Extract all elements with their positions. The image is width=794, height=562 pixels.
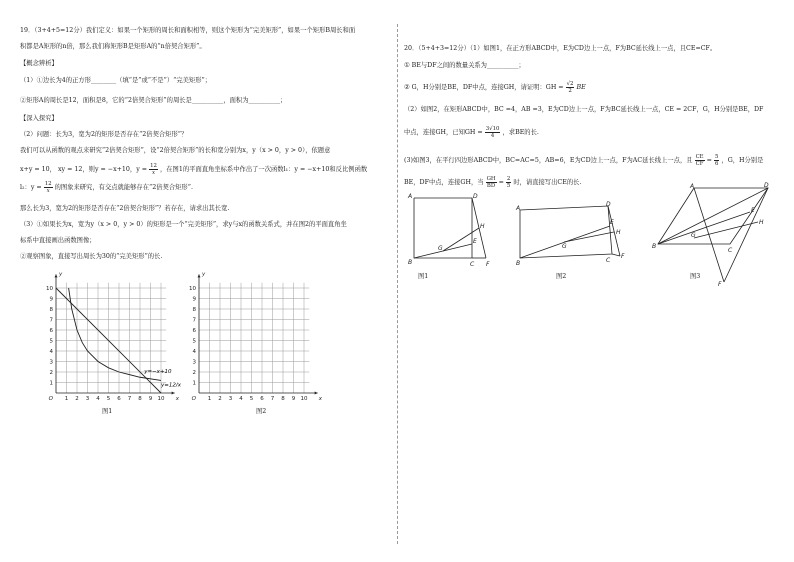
q19-part3-1-cont: 标系中直接画出函数图像； [20,237,96,244]
q19-frac-12-over-x: $\frac{12}{x}$ [150,163,157,176]
y-tick-label: 8 [49,307,53,313]
q19-part1-2: ②矩形A的周长是12，面积是8，它的“2倍契合矩形”的周长是__________，面积为__________； [20,97,287,104]
q20-figure3-parallelogram [648,182,772,290]
q20-part1-1: ① BE与DF之间的数量关系为__________； [404,62,525,69]
y-tick-label: 9 [49,296,53,303]
label-h: H [759,219,764,226]
x-tick-label: 7 [127,396,132,402]
x-tick-label: 2 [218,396,222,402]
x-tick-label: 1 [64,396,69,402]
q19-part3-2: ②观察图象，直接写出周长为30的“完美矩形”的长. [20,253,163,260]
q19-eq-text-a: x+y = 10， xy = 12，则y = −x+10，y = [20,166,148,173]
label-f: F [621,253,625,260]
q19-part2-l2 [20,181,193,194]
q19-header: 19．（3+4+5=12分）我们定义：如果一个矩形的周长和面积相等，则这个矩形为“完美矩形”，如果一个矩形B周长和面 [20,27,356,34]
label-d: D [764,182,769,189]
label-h: H [480,223,485,230]
x-tick-label: 7 [270,396,275,402]
y-tick-label: 7 [192,317,196,324]
y-tick-label: 2 [49,370,53,376]
q19-part1-1: （1）①边长为4的正方形________（填“是”或“不是”）“完美矩形”； [20,77,212,84]
label-b: B [516,260,521,267]
q19-part3-1: （3）①如果长为x，宽为y（x > 0，y > 0）的矩形是一个“完美矩形”，求y与x的函数关系式，并在图2的平面直角坐 [20,221,347,228]
q19-figure1-chart [40,266,200,406]
y-tick-label: 5 [49,338,53,345]
q19-frac-12-over-x-2: $\frac{12}{x}$ [44,181,52,194]
label-c: C [728,247,733,254]
q20-figure1-square [404,192,496,270]
x-tick-label: 5 [249,396,254,402]
q20-frac-gh-over-bd: $\frac{GH}{BD}$ [486,176,496,189]
q20-p1-2-be: BE [576,84,586,91]
label-a: A [408,193,413,200]
label-e: E [751,207,755,214]
y-tick-label: 6 [192,328,196,334]
q20-figure2-caption: 图2 [556,273,567,280]
label-g: G [438,245,443,252]
q20-p3-2-text-a: BE，DF中点，连接GH，当 [404,179,484,186]
label-f: F [486,261,490,268]
q19-figure1-caption: 图1 [102,408,113,415]
x-tick-label: 8 [138,396,142,402]
x-tick-label: 3 [85,396,90,402]
label-g: G [691,232,696,239]
label-e: E [610,219,614,226]
y-tick-label: 10 [189,286,196,292]
q19-figure2-caption: 图2 [256,408,267,415]
x-axis-label: x [175,396,179,402]
y-tick-label: 9 [192,296,196,303]
x-tick-label: 5 [106,396,111,402]
q19-section-concept: 【概念辨析】 [20,60,58,67]
x-axis-arrow [172,392,175,395]
q20-header: 20．（5+4+3=12分）（1）如图1，在正方形ABCD中，E为CD边上一点，F为BC延长线上一点，且CE=CF。 [404,45,717,52]
y-axis-arrow [55,274,58,277]
label-c: C [470,261,475,268]
label-a: A [690,183,695,190]
origin-label: O [48,396,53,402]
q20-p2-2-text-a: 中点，连接GH，已知GH = [404,129,483,136]
y-tick-label: 4 [192,349,196,355]
y-tick-label: 2 [192,370,196,376]
q20-part3-2: BE，DF中点，连接GH，当 $\frac{GH}{BD}$ = $\frac{2}{5}$ 时，请直接写出CE的长. [404,176,582,189]
y-tick-label: 6 [49,328,53,334]
x-axis-label: x [318,396,322,402]
x-tick-label: 9 [148,396,153,402]
q19-part2-question: （2）问题：长为3，宽为2的矩形是否存在“2倍契合矩形”？ [20,131,188,138]
label-e: E [473,238,477,245]
y-tick-label: 1 [49,380,53,387]
x-tick-label: 3 [228,396,233,402]
x-tick-label: 6 [260,396,264,402]
y-axis-label: y [202,271,206,278]
series-label-hyperbola: y=12/x [161,382,181,389]
q20-p3-1-text-b: ，G，H分别是 [721,157,764,164]
q20-frac-3sqrt10-over-4: $\frac{3√10}{4}$ [485,126,500,139]
y-tick-label: 4 [49,349,53,355]
label-b: B [652,243,657,250]
q20-figure2-rectangle [512,196,632,266]
y-tick-label: 5 [192,338,196,345]
q19-part2-equations [20,163,367,176]
x-tick-label: 2 [75,396,79,402]
q19-header-line2: 积都是A矩形的n倍，那么我们称矩形B是矩形A的“n倍契合矩形”。 [20,43,206,50]
label-c: C [606,257,611,264]
q20-part2-2 [404,126,539,139]
x-tick-label: 10 [157,396,165,402]
origin-label: O [191,396,196,402]
label-b: B [408,259,413,266]
q20-frac-5-over-6: $\frac{5}{6}$ [714,154,719,167]
q20-frac-sqrt2-over-2: $\frac{√2}{2}$ [566,81,574,94]
y-tick-label: 3 [49,359,53,366]
series-label-line: y=−x+10 [144,369,172,376]
q19-part2-ask: 那么长为3，宽为2的矩形是否存在“2倍契合矩形”？若存在，请求出其长宽. [20,205,230,212]
x-tick-label: 6 [117,396,121,402]
q20-figure1-caption: 图1 [418,273,429,280]
label-d: D [473,193,478,200]
y-tick-label: 1 [192,380,196,387]
q20-part2-1: （2）如图2，在矩形ABCD中，BC =4，AB =3，E为CD边上一点，F为BC延长线上一点，CE = 2CF，G，H分别是BE，DF [404,106,764,113]
x-tick-label: 4 [96,396,100,402]
y-tick-label: 10 [46,286,53,292]
q20-part1-2 [404,81,586,94]
x-tick-label: 8 [281,396,285,402]
x-tick-label: 10 [300,396,308,402]
q20-p3-2-text-b: 时，请直接写出CE的长. [513,179,582,186]
q19-eq-text-b: ，在图1的平面直角坐标系中作出了一次函数l₁：y = −x+10和反比例函数 [159,166,368,173]
column-divider [397,24,398,544]
x-axis-arrow [315,392,318,395]
label-h: H [616,229,621,236]
y-tick-label: 8 [192,307,196,313]
y-axis-arrow [198,274,201,277]
q20-p2-2-text-b: ，求BE的长. [502,129,539,136]
x-tick-label: 9 [291,396,296,402]
label-g: G [562,243,567,250]
y-tick-label: 7 [49,317,53,324]
label-a: A [516,205,521,212]
x-tick-label: 4 [239,396,243,402]
hyperbola-series [69,288,161,380]
y-tick-label: 3 [192,359,196,366]
q20-frac-ce-over-cf: $\frac{CE}{CF}$ [695,154,704,167]
q19-figure2-chart [183,266,343,406]
q19-l2-text-b: 的图象来研究，有交点就能够存在“2倍契合矩形”. [54,184,193,191]
q20-p3-1-text-a: (3)如图3，在平行四边形ABCD中，BC=AC=5，AB=6，E为CD边上一点，F为AC延长线上一点，且 [404,157,693,164]
q20-frac-2-over-5: $\frac{2}{5}$ [506,176,511,189]
x-tick-label: 1 [207,396,212,402]
label-d: D [606,201,611,208]
q20-figure3-caption: 图3 [690,273,701,280]
q19-part2-setup: 我们可以从函数的观点来研究“2倍契合矩形”，设“2倍契合矩形”的长和宽分别为x，y（x > 0，y > 0），依题意 [20,147,331,154]
q20-part3-1: (3)如图3，在平行四边形ABCD中，BC=AC=5，AB=6，E为CD边上一点，F为AC延长线上一点，且 $\frac{CE}{CF}$ = $\frac{5}{6}$ ，G，H分别是 [404,154,764,167]
q20-p1-2-text: ② G，H分别是BE，DF中点，连接GH，请证明：GH = [404,84,564,91]
label-f: F [718,281,722,288]
q19-section-explore: 【深入探究】 [20,115,58,122]
y-axis-label: y [59,271,63,278]
q19-l2-text-a: l₂：y = [20,184,42,191]
